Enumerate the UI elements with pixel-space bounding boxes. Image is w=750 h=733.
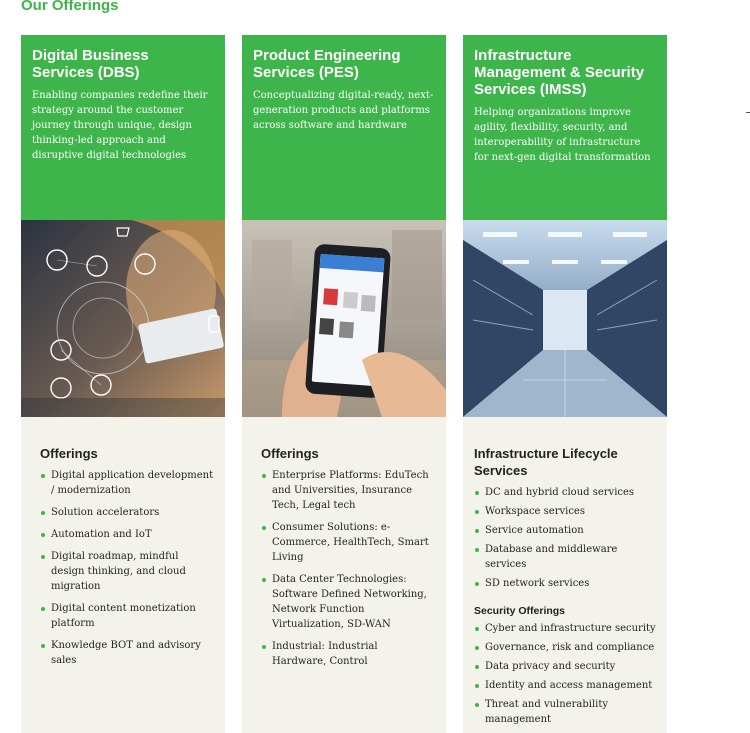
list-item: Industrial: Industrial Hardware, Control bbox=[261, 639, 435, 669]
security-list bbox=[474, 621, 656, 727]
offering-card-pes bbox=[242, 35, 446, 733]
list-item: Data Center Technologies: Software Defined Networking, Network Function Virtualization, SD-WAN bbox=[261, 572, 435, 632]
card-header bbox=[242, 35, 446, 220]
card-title: Infrastructure Management & Security Services (IMSS) bbox=[474, 47, 645, 98]
list-item: Data privacy and security bbox=[474, 659, 656, 674]
card-header bbox=[21, 35, 225, 220]
list-item: Consumer Solutions: e-Commerce, HealthTech, Smart Living bbox=[261, 520, 435, 565]
card-description: Helping organizations improve agility, flexibility, security, and interoperability of infrastructure for next-gen digital transformation bbox=[474, 107, 651, 163]
card-description: Enabling companies redefine their strategy around the customer journey through unique, design thinking-led approach and disruptive digital technologies bbox=[32, 90, 208, 161]
card-title: Product Engineering Services (PES) bbox=[253, 47, 401, 81]
card-header bbox=[463, 35, 667, 220]
security-heading: Security Offerings bbox=[474, 605, 566, 617]
list-item: Digital roadmap, mindful design thinking, and cloud migration bbox=[40, 549, 214, 594]
list-item: Digital content monetization platform bbox=[40, 601, 214, 631]
list-item: Governance, risk and compliance bbox=[474, 640, 656, 655]
list-item: Database and middleware services bbox=[474, 542, 656, 572]
list-item: DC and hybrid cloud services bbox=[474, 485, 656, 500]
offerings-heading: Offerings bbox=[261, 446, 319, 461]
card-offerings-panel bbox=[21, 417, 225, 733]
list-item: Enterprise Platforms: EduTech and Universities, Insurance Tech, Legal tech bbox=[261, 468, 435, 513]
section-title: Our Offerings bbox=[21, 0, 119, 14]
list-item: Identity and access management bbox=[474, 678, 656, 693]
list-item: Service automation bbox=[474, 523, 656, 538]
product-engineering-image bbox=[242, 220, 446, 417]
list-item: Cyber and infrastructure security bbox=[474, 621, 656, 636]
list-item: SD network services bbox=[474, 576, 656, 591]
offering-card-dbs bbox=[21, 35, 225, 733]
card-title: Digital Business Services (DBS) bbox=[32, 47, 149, 81]
list-item: Solution accelerators bbox=[40, 505, 214, 520]
card-offerings-panel bbox=[463, 417, 667, 733]
offerings-heading: Infrastructure Lifecycle Services bbox=[474, 446, 618, 478]
edge-mark bbox=[746, 112, 750, 113]
list-item: Automation and IoT bbox=[40, 527, 214, 542]
list-item: Digital application development / modernization bbox=[40, 468, 214, 498]
offerings-list bbox=[40, 468, 214, 668]
offering-card-imss bbox=[463, 35, 667, 733]
list-item: Workspace services bbox=[474, 504, 656, 519]
offerings-list bbox=[261, 468, 435, 669]
list-item: Knowledge BOT and advisory sales bbox=[40, 638, 214, 668]
datacenter-image bbox=[463, 220, 667, 417]
digital-business-image bbox=[21, 220, 225, 417]
offerings-list bbox=[474, 485, 656, 591]
offerings-heading: Offerings bbox=[40, 446, 98, 461]
card-description: Conceptualizing digital-ready, next-generation products and platforms across software and hardware bbox=[253, 90, 434, 131]
list-item: Threat and vulnerability management bbox=[474, 697, 656, 727]
card-offerings-panel bbox=[242, 417, 446, 733]
